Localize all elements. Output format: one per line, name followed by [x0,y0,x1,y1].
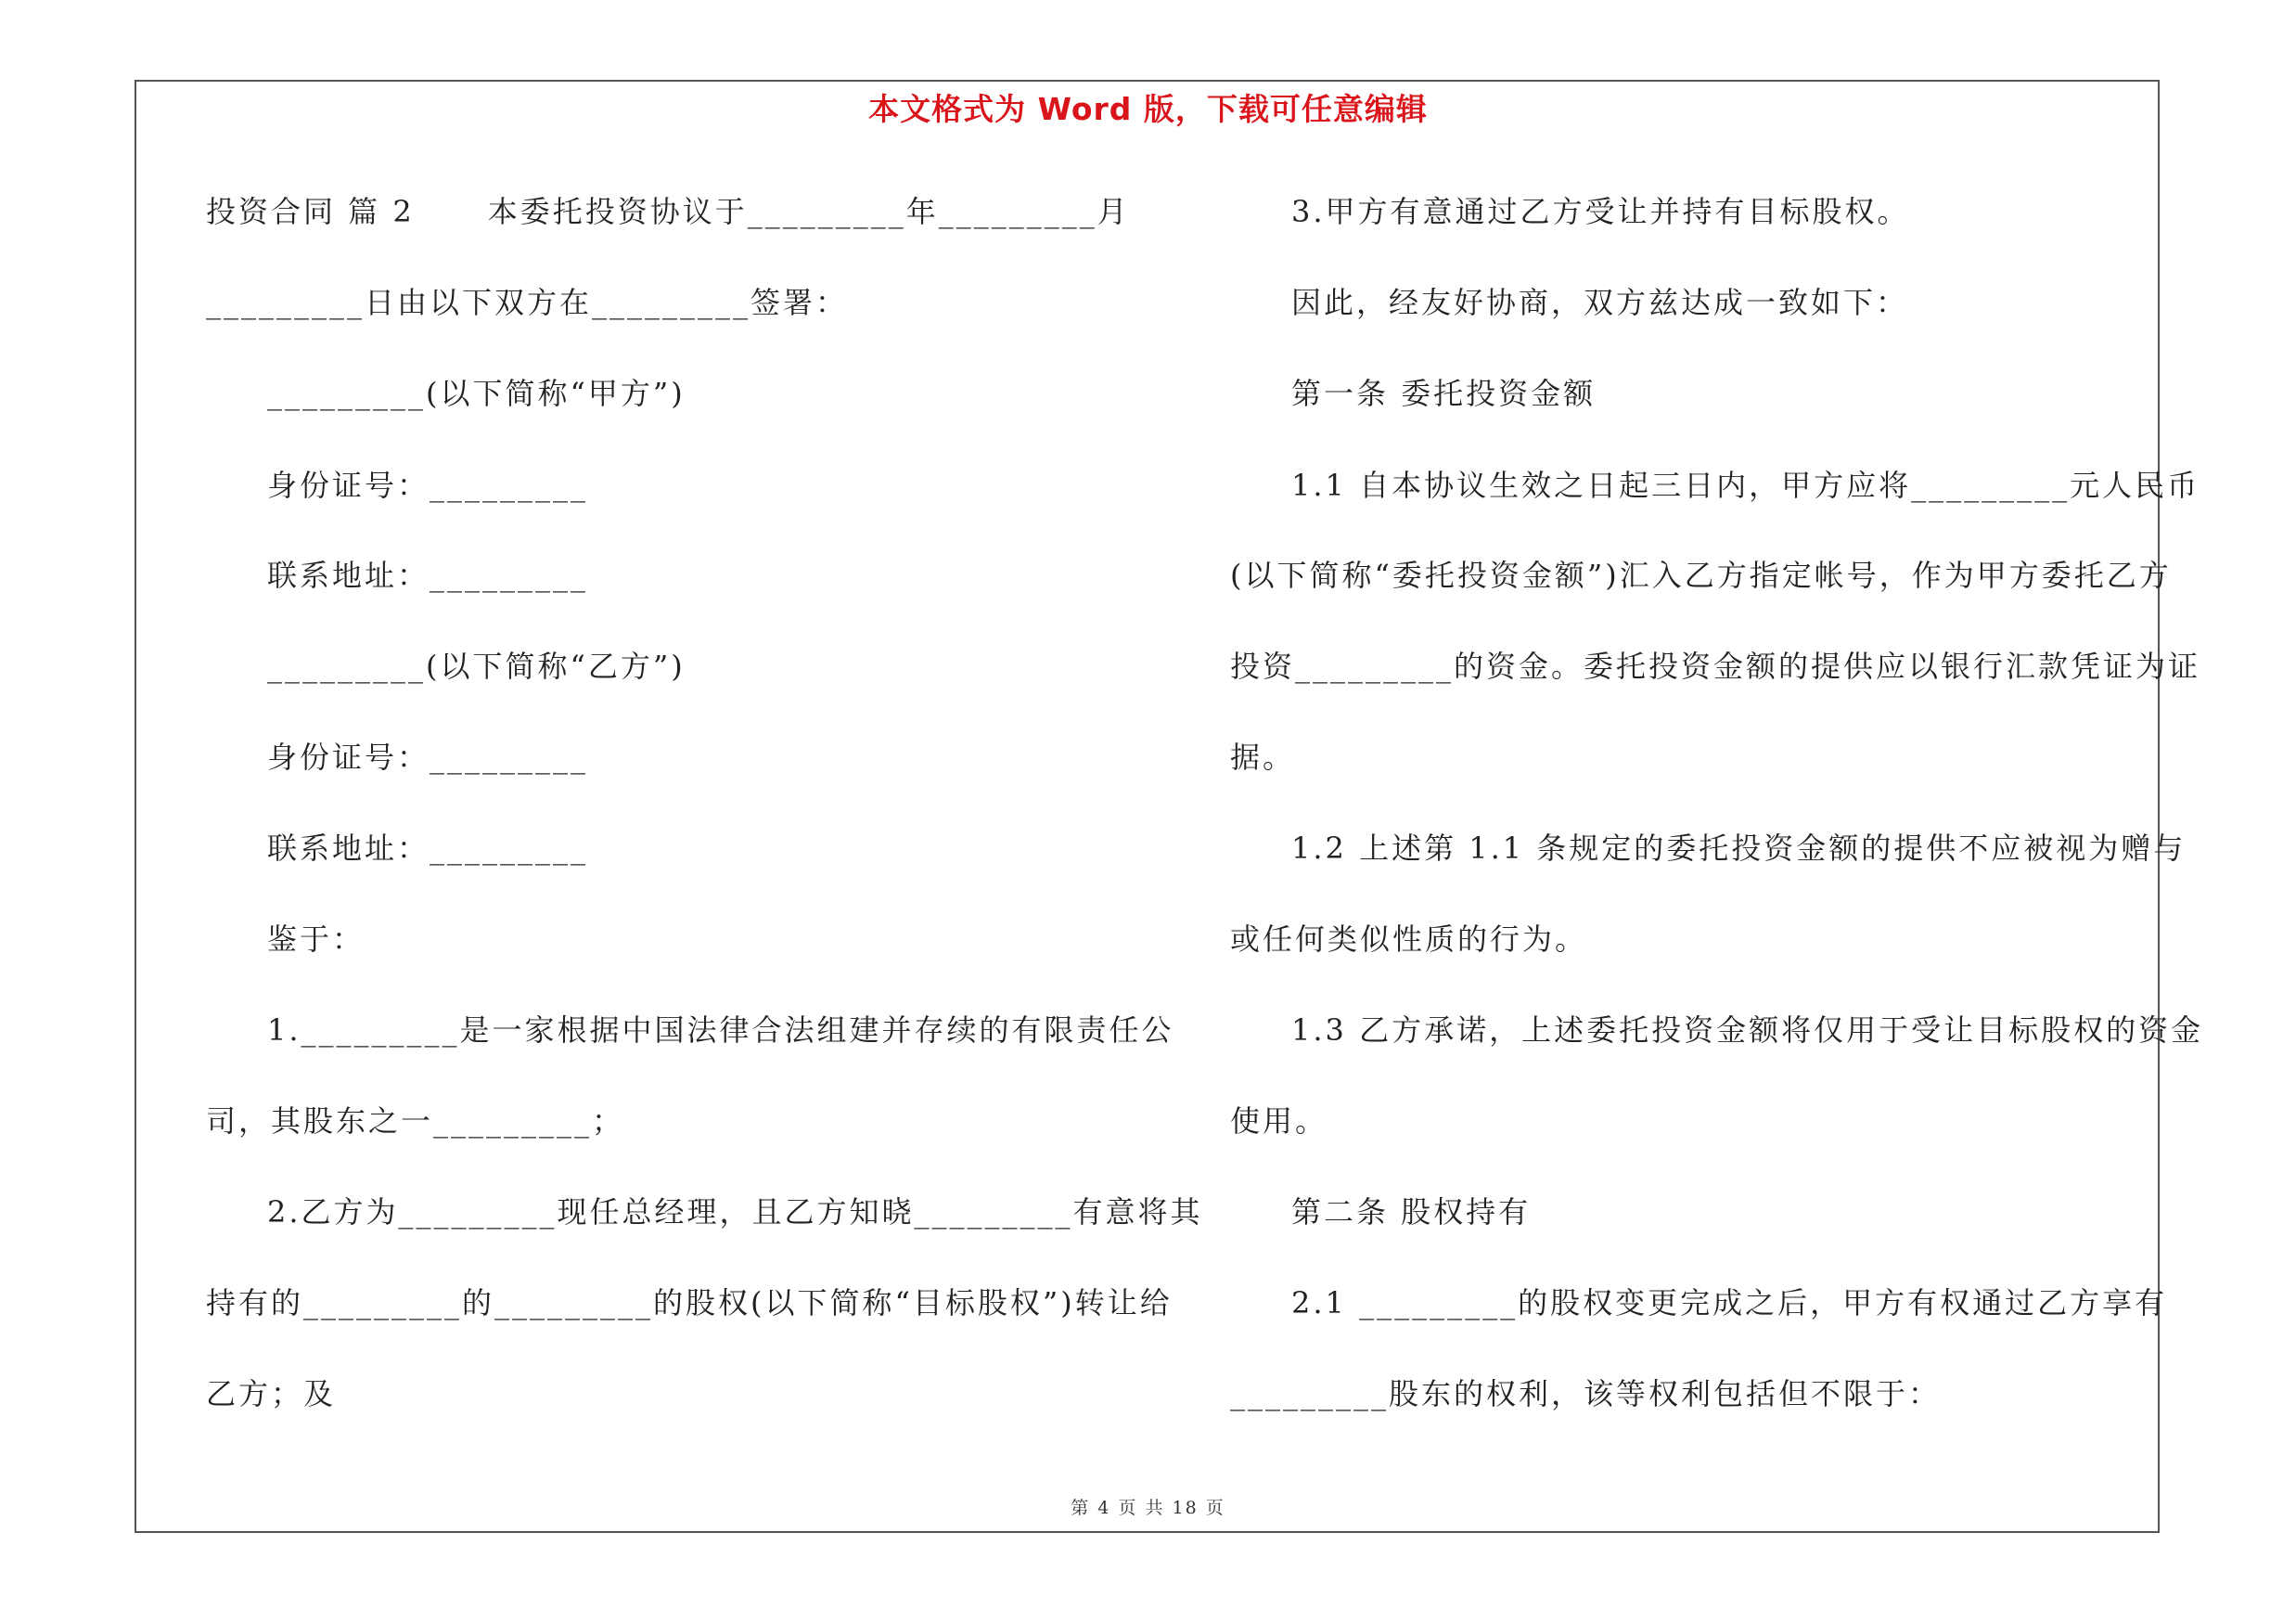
paragraph-line: 因此，经友好协商，双方兹达成一致如下： [1291,285,1909,320]
whereas-heading: 鉴于： [267,921,366,957]
party-a-id-line: 身份证号：_________ [267,468,589,503]
paragraph-line: 持有的_________的_________的股权(以下简称“目标股权”)转让给 [206,1285,1173,1320]
paragraph-line: 据。 [1230,740,1296,775]
paragraph-line: 1.2 上述第 1.1 条规定的委托投资金额的提供不应被视为赠与 [1291,831,2187,866]
format-banner: 本文格式为 Word 版，下载可任意编辑 [868,91,1428,127]
party-b-id-line: 身份证号：_________ [267,740,589,775]
paragraph-line: 1.1 自本协议生效之日起三日内，甲方应将_________元人民币 [1291,468,2200,503]
article-heading: 第二条 股权持有 [1291,1194,1532,1230]
paragraph-line: 投资_________的资金。委托投资金额的提供应以银行汇款凭证为证 [1230,649,2201,684]
paragraph-line: 2.1 _________的股权变更完成之后，甲方有权通过乙方享有 [1291,1285,2168,1320]
article-heading: 第一条 委托投资金额 [1291,376,1597,411]
party-b-name-line: _________(以下简称“乙方”) [267,649,686,684]
paragraph-line: _________股东的权利，该等权利包括但不限于： [1230,1376,1942,1411]
party-a-name-line: _________(以下简称“甲方”) [267,376,686,411]
paragraph-line: _________日由以下双方在_________签署： [206,285,849,320]
paragraph-line: (以下简称“委托投资金额”)汇入乙方指定帐号，作为甲方委托乙方 [1230,558,2172,593]
paragraph-line: 3.甲方有意通过乙方受让并持有目标股权。 [1291,194,1910,229]
paragraph-line: 1.3 乙方承诺，上述委托投资金额将仅用于受让目标股权的资金 [1291,1012,2204,1048]
party-b-address-line: 联系地址：_________ [267,831,589,866]
paragraph-line: 使用。 [1230,1103,1328,1139]
paragraph-line: 1._________是一家根据中国法律合法组建并存续的有限责任公 [267,1012,1174,1048]
paragraph-line: 司，其股东之一_________； [206,1103,625,1139]
paragraph-line: 乙方；及 [206,1376,337,1411]
party-a-address-line: 联系地址：_________ [267,558,589,593]
paragraph-line: 2.乙方为_________现任总经理，且乙方知晓_________有意将其 [267,1194,1203,1230]
paragraph-line: 或任何类似性质的行为。 [1230,921,1588,957]
page-number: 第 4 页 共 18 页 [1071,1498,1225,1518]
paragraph-line: 投资合同 篇 2 本委托投资协议于_________年_________月 [206,194,1130,229]
